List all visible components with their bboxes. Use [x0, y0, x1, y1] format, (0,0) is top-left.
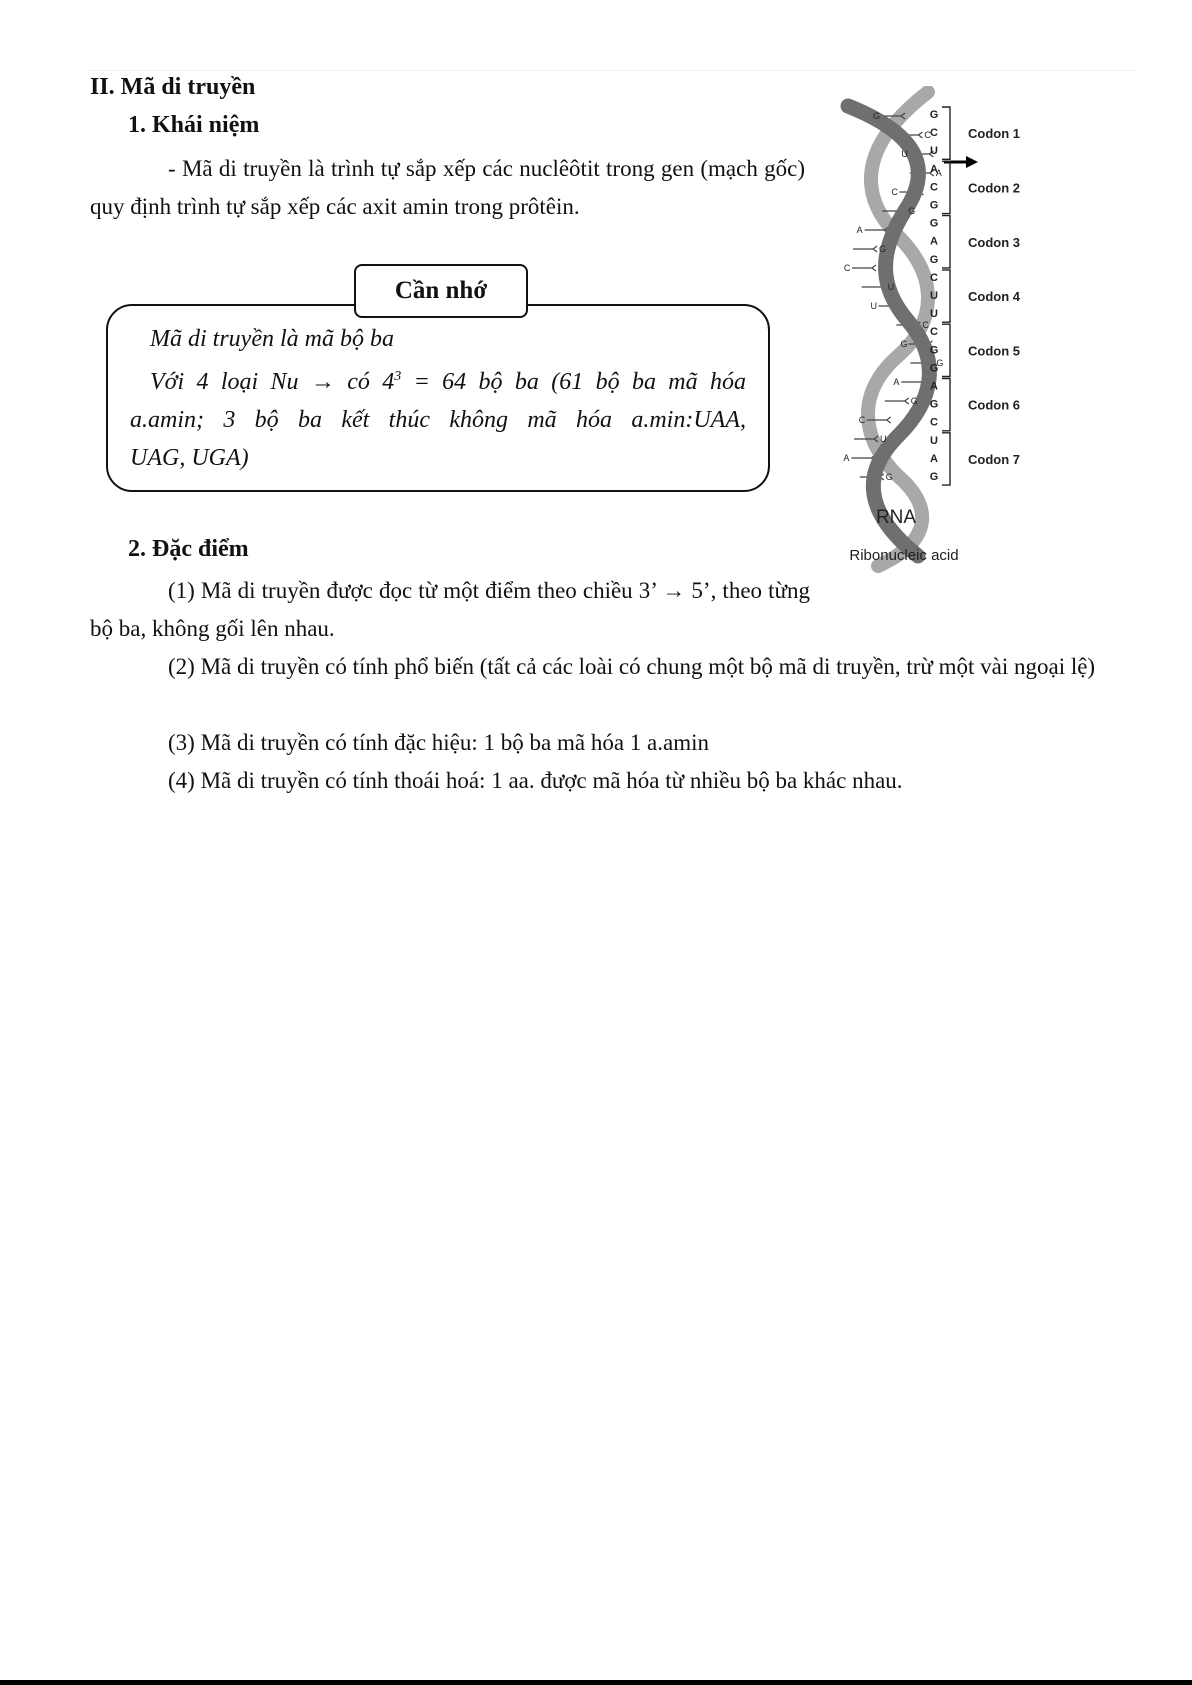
codon-label: Codon 5: [968, 343, 1020, 359]
sequence-letter: G: [929, 109, 939, 121]
features-heading: 2. Đặc điểm: [128, 536, 249, 562]
sequence-letter: U: [930, 290, 938, 302]
strand-letter: U: [880, 434, 887, 444]
reading-arrow-head: [966, 156, 978, 168]
feature-item-4: (4) Mã di truyền có tính thoái hoá: 1 aa. được mã hóa từ nhiều bộ ba khác nhau.: [168, 768, 903, 793]
codon-bracket: [942, 379, 950, 431]
strand-letter: C: [843, 263, 851, 273]
section-heading: II. Mã di truyền: [90, 74, 256, 100]
sequence-letter: G: [929, 398, 939, 411]
remember-line-2-post: = 64 bộ ba (61 bộ ba mã hóa: [401, 369, 746, 395]
strand-letter: G: [908, 206, 916, 216]
sequence-column: [930, 109, 939, 483]
strand-letter: A: [893, 377, 900, 387]
figure-subtitle: Ribonucleic acid: [849, 547, 959, 564]
base-pair-rung: [852, 265, 876, 271]
sequence-letter: G: [929, 362, 939, 375]
sequence-letter: U: [930, 434, 938, 447]
rna-figure: [838, 86, 1128, 576]
remember-text: [130, 320, 746, 477]
codon-label: Codon 6: [968, 397, 1020, 413]
sequence-letter: U: [930, 308, 938, 321]
feature-item-2: (2) Mã di truyền có tính phổ biến (tất cả các loài có chung một bộ mã di truyền, trừ một vài ngoại lệ): [168, 654, 1096, 679]
strand-letter: U: [887, 282, 895, 292]
strand-letter: A: [856, 225, 863, 235]
sequence-letter: C: [930, 416, 938, 429]
remember-line-2: [130, 358, 746, 401]
codon-bracket: [942, 270, 950, 322]
codon-label: Codon 1: [968, 126, 1020, 142]
strand-letter: G: [910, 396, 918, 406]
concept-heading: 1. Khái niệm: [128, 112, 260, 138]
remember-line-1: Mã di truyền là mã bộ ba: [150, 326, 394, 352]
strand-letter: C: [922, 320, 929, 330]
codon-bracket: [942, 216, 950, 268]
sequence-letter: C: [930, 326, 938, 339]
sequence-letter: A: [930, 163, 938, 176]
superscript-exponent: 3: [394, 369, 402, 384]
remember-title: Cần nhớ: [354, 264, 528, 318]
strand-letter: G: [885, 472, 893, 482]
sequence-letter: G: [929, 217, 939, 230]
codon-bracket: [942, 324, 950, 376]
strand-letter: U: [870, 301, 878, 311]
codon-label: Codon 4: [968, 289, 1020, 305]
sequence-letter: A: [930, 380, 938, 393]
codon-bracket: [942, 107, 950, 159]
figure-title: RNA: [875, 507, 917, 528]
codon-label: Codon 7: [968, 451, 1020, 467]
feature-item-3: (3) Mã di truyền có tính đặc hiệu: 1 bộ ba mã hóa 1 a.amin: [168, 730, 709, 755]
sequence-letter: A: [930, 235, 938, 248]
strand-letter: C: [891, 187, 898, 197]
base-pair-rung: [885, 398, 909, 404]
concept-paragraph: - Mã di truyền là trình tự sắp xếp các nuclêôtit trong gen (mạch gốc) quy định trình tự sắp xếp các axit amin trong prôtêin.: [90, 156, 805, 219]
strand-letter: C: [924, 130, 931, 140]
strand-letter: C: [858, 415, 866, 425]
top-rule: [88, 70, 1138, 71]
remember-line-2-pre: Với 4 loại Nu → có 4: [150, 369, 395, 395]
codon-labels: [968, 126, 1021, 467]
strand-letter: G: [873, 111, 881, 121]
sequence-letter: G: [929, 471, 939, 483]
strand-letter: G: [936, 358, 944, 368]
strand-letter: G: [879, 244, 887, 254]
strand-letter: G: [900, 339, 908, 349]
bottom-rule: [0, 1680, 1192, 1685]
base-pair-rung: [853, 246, 877, 252]
codon-label: Codon 3: [968, 234, 1020, 250]
sequence-letter: G: [929, 199, 939, 212]
remember-line-3: a.amin; 3 bộ ba kết thúc không mã hóa a.min:UAA,: [130, 407, 746, 433]
codon-label: Codon 2: [968, 180, 1020, 196]
sequence-letter: G: [929, 253, 939, 266]
sequence-letter: G: [929, 344, 939, 357]
remember-line-4: UAG, UGA): [130, 445, 249, 471]
strand-letter: U: [901, 149, 908, 159]
codon-brackets: [942, 107, 950, 485]
codon-bracket: [942, 433, 950, 485]
sequence-letter: C: [930, 181, 938, 194]
sequence-letter: C: [930, 127, 938, 140]
sequence-letter: C: [930, 271, 938, 284]
strand-letter: A: [935, 168, 942, 178]
strand-letter: A: [843, 453, 850, 463]
sequence-letter: A: [930, 452, 938, 465]
codon-bracket: [942, 161, 950, 213]
feature-item-1: (1) Mã di truyền được đọc từ một điểm theo chiều 3’ → 5’, theo từng bộ ba, không gối lên nhau.: [90, 578, 810, 641]
sequence-letter: U: [930, 145, 938, 158]
